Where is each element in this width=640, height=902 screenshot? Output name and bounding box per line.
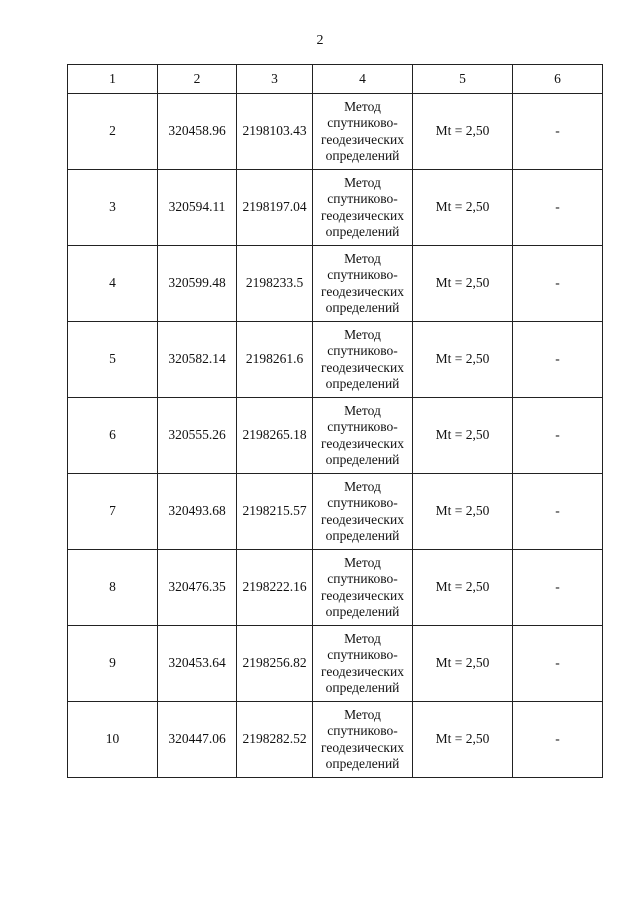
y-coordinate-cell: 2198197.04	[237, 170, 313, 246]
y-coordinate-cell: 2198261.6	[237, 322, 313, 398]
method-cell: Метод спутниково-геодезических определений	[313, 170, 413, 246]
method-cell: Метод спутниково-геодезических определений	[313, 702, 413, 778]
point-number-cell: 5	[68, 322, 158, 398]
column-header-2: 2	[158, 65, 237, 94]
table-header-row	[68, 65, 603, 94]
point-number-cell: 8	[68, 550, 158, 626]
note-cell: -	[513, 626, 603, 702]
accuracy-cell: Mt = 2,50	[413, 626, 513, 702]
y-coordinate-cell: 2198282.52	[237, 702, 313, 778]
column-header-6: 6	[513, 65, 603, 94]
x-coordinate-cell: 320453.64	[158, 626, 237, 702]
table-row	[68, 246, 603, 322]
table-row	[68, 322, 603, 398]
note-cell: -	[513, 702, 603, 778]
note-cell: -	[513, 94, 603, 170]
note-cell: -	[513, 322, 603, 398]
accuracy-cell: Mt = 2,50	[413, 170, 513, 246]
table-row	[68, 94, 603, 170]
method-cell: Метод спутниково-геодезических определений	[313, 94, 413, 170]
y-coordinate-cell: 2198103.43	[237, 94, 313, 170]
x-coordinate-cell: 320599.48	[158, 246, 237, 322]
x-coordinate-cell: 320594.11	[158, 170, 237, 246]
x-coordinate-cell: 320476.35	[158, 550, 237, 626]
accuracy-cell: Mt = 2,50	[413, 702, 513, 778]
method-cell: Метод спутниково-геодезических определений	[313, 322, 413, 398]
point-number-cell: 4	[68, 246, 158, 322]
note-cell: -	[513, 550, 603, 626]
y-coordinate-cell: 2198256.82	[237, 626, 313, 702]
table-row	[68, 474, 603, 550]
note-cell: -	[513, 170, 603, 246]
x-coordinate-cell: 320555.26	[158, 398, 237, 474]
table-row	[68, 626, 603, 702]
x-coordinate-cell: 320447.06	[158, 702, 237, 778]
y-coordinate-cell: 2198265.18	[237, 398, 313, 474]
method-cell: Метод спутниково-геодезических определений	[313, 626, 413, 702]
accuracy-cell: Mt = 2,50	[413, 474, 513, 550]
note-cell: -	[513, 398, 603, 474]
x-coordinate-cell: 320493.68	[158, 474, 237, 550]
accuracy-cell: Mt = 2,50	[413, 550, 513, 626]
method-cell: Метод спутниково-геодезических определений	[313, 398, 413, 474]
column-header-5: 5	[413, 65, 513, 94]
accuracy-cell: Mt = 2,50	[413, 398, 513, 474]
table-body	[68, 94, 603, 778]
note-cell: -	[513, 246, 603, 322]
point-number-cell: 10	[68, 702, 158, 778]
accuracy-cell: Mt = 2,50	[413, 246, 513, 322]
table-row	[68, 702, 603, 778]
table-row	[68, 398, 603, 474]
note-cell: -	[513, 474, 603, 550]
table-row	[68, 550, 603, 626]
accuracy-cell: Mt = 2,50	[413, 322, 513, 398]
point-number-cell: 7	[68, 474, 158, 550]
coordinates-table	[67, 64, 603, 778]
point-number-cell: 3	[68, 170, 158, 246]
method-cell: Метод спутниково-геодезических определений	[313, 246, 413, 322]
point-number-cell: 9	[68, 626, 158, 702]
point-number-cell: 2	[68, 94, 158, 170]
page-number: 2	[316, 33, 324, 48]
point-number-cell: 6	[68, 398, 158, 474]
x-coordinate-cell: 320582.14	[158, 322, 237, 398]
y-coordinate-cell: 2198215.57	[237, 474, 313, 550]
method-cell: Метод спутниково-геодезических определений	[313, 550, 413, 626]
column-header-4: 4	[313, 65, 413, 94]
column-header-3: 3	[237, 65, 313, 94]
column-header-1: 1	[68, 65, 158, 94]
x-coordinate-cell: 320458.96	[158, 94, 237, 170]
method-cell: Метод спутниково-геодезических определений	[313, 474, 413, 550]
y-coordinate-cell: 2198222.16	[237, 550, 313, 626]
table-row	[68, 170, 603, 246]
accuracy-cell: Mt = 2,50	[413, 94, 513, 170]
y-coordinate-cell: 2198233.5	[237, 246, 313, 322]
